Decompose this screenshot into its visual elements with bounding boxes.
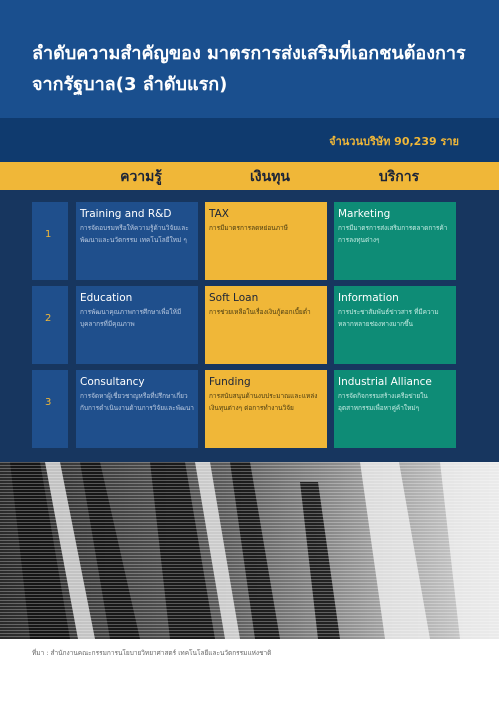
rank-number: 2 — [45, 313, 52, 324]
cell-desc: การประชาสัมพันธ์ข่าวสาร ที่มีความหลากหลายช่องทางมากขึ้น — [338, 308, 439, 328]
cell-education — [76, 286, 198, 364]
cell-desc: การจัดอบรมหรือให้ความรู้ด้านวิจัยและพัฒนาและนวัตกรรม เทคโนโลยีใหม่ ๆ — [80, 224, 189, 244]
cell-title: Funding — [209, 376, 251, 388]
cell-title: Education — [80, 292, 133, 304]
page-title: ลำดับความสำคัญของ มาตรการส่งเสริมที่เอกชนต้องการจากรัฐบาล(3 ลำดับแรก) — [32, 43, 466, 95]
cell-funding — [205, 370, 327, 448]
title-banner — [0, 0, 499, 118]
cell-desc: การจัดหาผู้เชี่ยวชาญหรือที่ปรึกษาเกี่ยวกับการดำเนินงานด้านการวิจัยและพัฒนา — [80, 392, 194, 412]
rank-number: 1 — [45, 229, 52, 240]
rank-1 — [32, 202, 68, 280]
cell-desc: การพัฒนาคุณภาพการศึกษาเพื่อให้มีบุคลากรที่มีคุณภาพ — [80, 308, 182, 328]
abstract-texture-image — [0, 462, 499, 639]
cell-soft-loan — [205, 286, 327, 364]
rank-number: 3 — [45, 397, 52, 408]
company-count-band — [0, 118, 499, 162]
cell-information — [334, 286, 456, 364]
cell-title: Training and R&D — [80, 208, 172, 220]
cell-desc: การช่วยเหลือในเรื่องเงินกู้ดอกเบี้ยต่ำ — [209, 308, 311, 316]
cell-training-rd — [76, 202, 198, 280]
cell-industrial-alliance — [334, 370, 456, 448]
cell-tax — [205, 202, 327, 280]
header-service: บริการ — [378, 169, 420, 185]
cell-desc: การสนับสนุนด้านงบประมาณและแหล่งเงินทุนต่างๆ ต่อการทำงานวิจัย — [209, 392, 318, 412]
header-knowledge: ความรู้ — [120, 169, 162, 185]
cell-title: Industrial Alliance — [338, 376, 432, 388]
rank-3 — [32, 370, 68, 448]
header-funding: เงินทุน — [250, 169, 290, 185]
cell-title: Information — [338, 292, 399, 304]
cell-desc: การจัดกิจกรรมสร้างเครือข่ายในอุตสาหกรรมเพื่อหาคู่ค้าใหม่ๆ — [338, 392, 428, 412]
column-header-band — [0, 162, 499, 190]
source-note: ที่มา : สำนักงานคณะกรรมการนโยบายวิทยาศาสตร์ เทคโนโลยีและนวัตกรรมแห่งชาติ — [32, 649, 272, 657]
priority-table — [0, 190, 499, 462]
cell-desc: การมีมาตรการส่งเสริมการตลาดการค้า การลงทุนต่างๆ — [338, 224, 448, 244]
cell-consultancy — [76, 370, 198, 448]
rank-2 — [32, 286, 68, 364]
cell-desc: การมีมาตรการลดหย่อนภาษี — [209, 224, 288, 232]
cell-title: Marketing — [338, 208, 391, 220]
decorative-photo — [0, 462, 499, 639]
cell-title: Consultancy — [80, 376, 145, 388]
cell-title: Soft Loan — [209, 292, 259, 304]
cell-title: TAX — [209, 208, 229, 220]
company-count: จำนวนบริษัท 90,239 ราย — [329, 135, 459, 148]
cell-marketing — [334, 202, 456, 280]
